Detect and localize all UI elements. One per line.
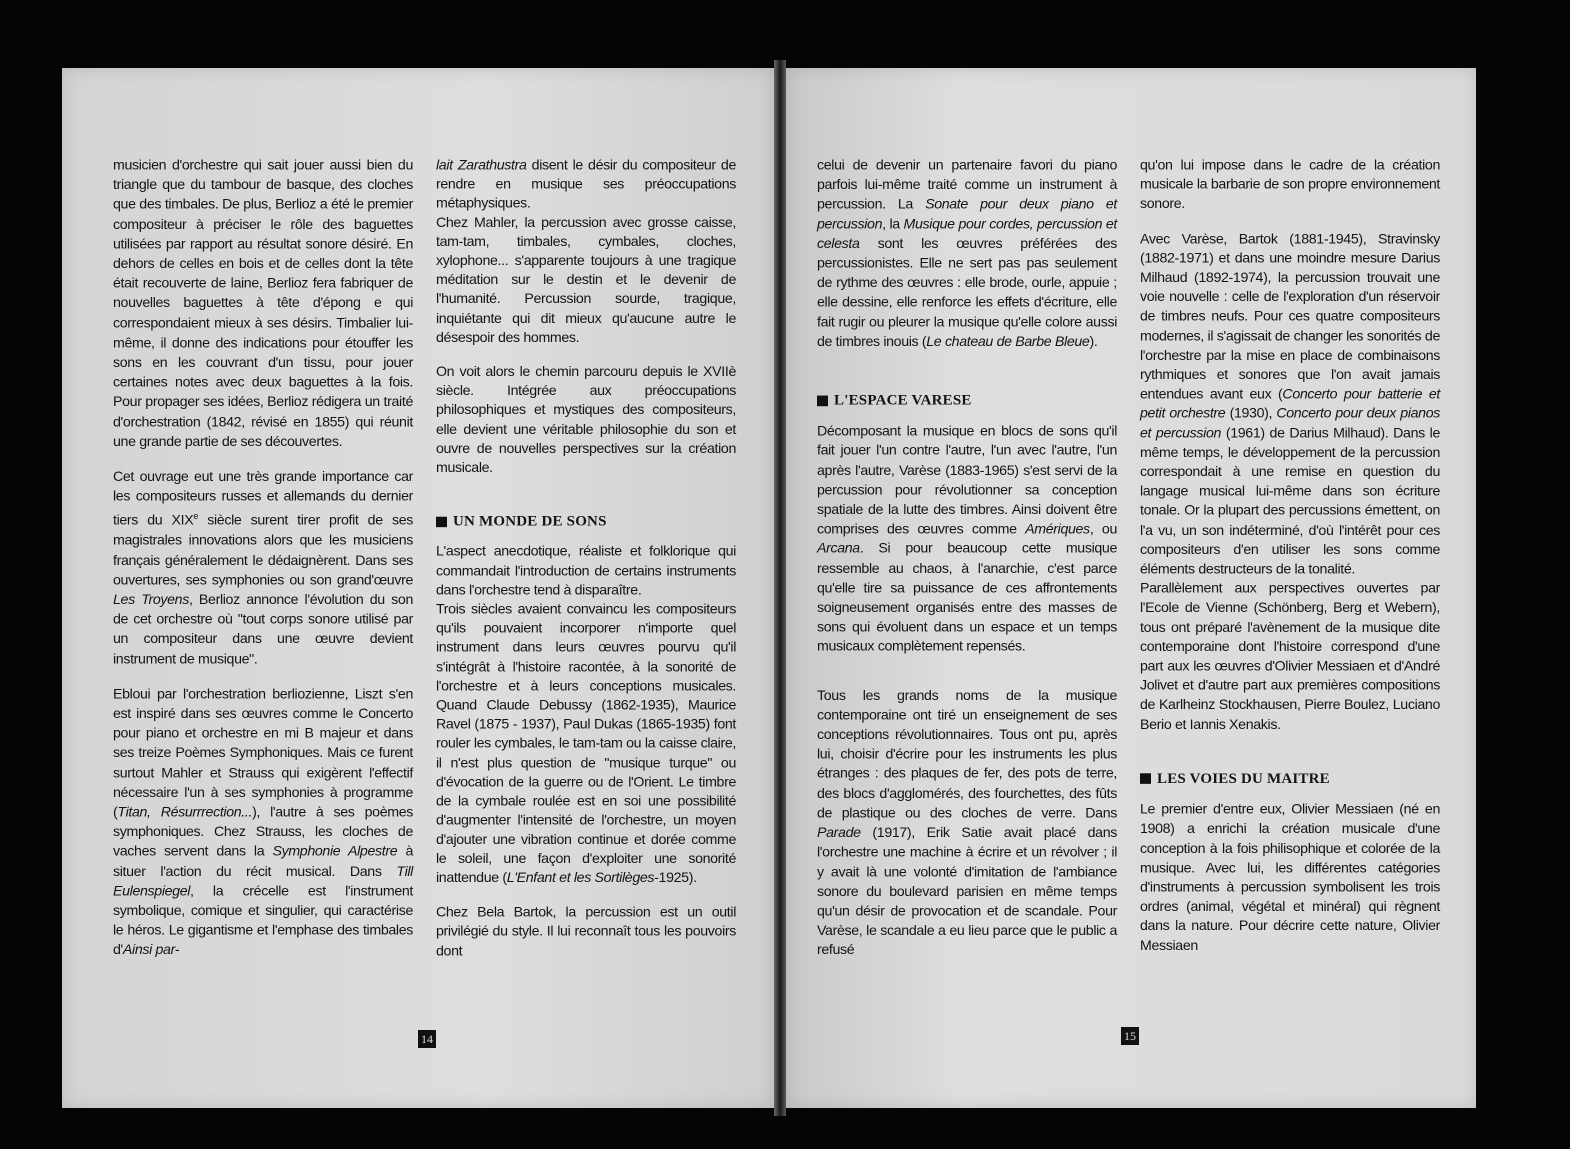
paragraph: On voit alors le chemin parcouru depuis le XVIIè siècle. Intégrée aux préoccupations philosophiques et mystiques des compositeurs, elle devient une véritable philosophie du son et ouvre de nouvelles perspectives sur la création musicale.	[436, 364, 736, 476]
book-gutter	[774, 60, 786, 1116]
left-column-1	[113, 156, 413, 961]
paragraph: Ebloui par l'orchestration berliozienne, Liszt s'en est inspiré dans ses œuvres comme le Concerto pour piano et orchestre en mi B majeur et dans ses treize Poèmes Symphoniques. Mais ce furent surtout Mahler et Strauss qui exigèrent l'effectif nécessaire l'un à ses symphonies à programme (Titan, Résurrrection...), l'autre à ses poèmes symphoniques. Chez Strauss, les cloches de vaches servent dans la Symphonie Alpestre à situer l'action du récit musical. Dans Till Eulenspiegel, la crécelle est l'instrument symbolique, comique et singulier, qui caractérise le héros. Le gigantisme et l'emphase des timbales d'Ainsi par-	[113, 686, 413, 959]
paragraph: L'aspect anecdotique, réaliste et folklorique qui commandait l'introduction de certains instruments dans l'orchestre tend à disparaître.	[436, 544, 736, 599]
square-bullet-icon	[1140, 774, 1151, 785]
paragraph: lait Zarathustra disent le désir du compositeur de rendre en musique ses préoccupations métaphysiques.	[436, 157, 736, 212]
right-column-1	[817, 156, 1117, 961]
paragraph: Cet ouvrage eut une très grande importance car les compositeurs russes et allemands du dernier tiers du XIXe siècle surent tirer profit de ses magistrales innovations alors que les musiciens français généralement le dédaignèrent. Dans ses ouvertures, ses symphonies ou son grand'œuvre Les Troyens, Berlioz annonce l'évolution du son de cet orchestre où "tout corps sonore utilisé par un compositeur dans une œuvre devient instrument de musique".	[113, 469, 413, 667]
section-heading: UN MONDE DE SONS	[436, 512, 736, 531]
left-column-2	[436, 156, 736, 961]
paragraph: Trois siècles avaient convaincu les compositeurs qu'ils pouvaient incorporer n'importe quel instrument dans leurs œuvres pourvu qu'il s'intégrât à l'histoire racontée, à la sonorité de l'orchestre et à leurs conceptions musicales. Quand Claude Debussy (1862-1935), Maurice Ravel (1875 - 1937), Paul Dukas (1865-1935) font rouler les cymbales, le tam-tam ou la caisse claire, il n'est plus question de "musique turque" ou d'évocation de la guerre ou de l'Orient. Le timbre de la cymbale roulée est en soi une possibilité d'augmenter l'intensité de l'orchestre, un moyen d'ajouter une vibration continue et dorée comme le soleil, une façon d'exploiter une sonorité inattendue (L'Enfant et les Sortilèges-1925).	[436, 602, 736, 886]
paragraph: celui de devenir un partenaire favori du piano parfois lui-même traité comme un instrument à percussion. La Sonate pour deux piano et percussion, la Musique pour cordes, percussion et celesta sont les œuvres préférées des percussionistes. Elle ne sert pas pas seulement de rythme des œuvres : elle brode, ourle, appuie ; elle dessine, elle renforce les effets d'écriture, elle fait rugir ou pleurer la musique qu'elle colore aussi de timbres inouis (Le chateau de Barbe Bleue).	[817, 157, 1117, 350]
paragraph: Décomposant la musique en blocs de sons qu'il fait jouer l'un contre l'autre, l'un avec l'autre, l'un après l'autre, Varèse (1883-1965) s'est servi de la percussion pour révolutionner sa conception spatiale de la lutte des timbres. Ainsi doivent être comprises des œuvres comme Amériques, ou Arcana. Si pour beaucoup cette musique ressemble au chaos, à l'anarchie, c'est parce qu'elle tire sa puissance de ces affrontements soigneusement organisés entre des masses de sons qui évoluent dans un espace et un temps musicaux complètement repensés.	[817, 423, 1118, 655]
paragraph: musicien d'orchestre qui sait jouer aussi bien du triangle que du tambour de basque, des cloches que des timbales. De plus, Berlioz a été le premier compositeur à préciser le rôle des baguettes utilisées par rapport au résultat sonore désiré. En dehors de celles en bois et de celles dont la tête était recouverte de laine, Berlioz fera fabriquer de nouvelles baguettes à tête d'épong e qui correspondaient mieux à ses désirs. Timbalier lui-même, il donne des indications pour étouffer les sons en les couvrant d'un tissu, pour jouer certaines notes avec deux baguettes à la fois. Pour propager ses idées, Berlioz rédigera un traité d'orchestration (1842, révisé en 1855) qui réunit une grande partie de ses découvertes.	[113, 157, 413, 450]
right-column-2	[1140, 156, 1440, 956]
section-heading: LES VOIES DU MAITRE	[1140, 769, 1440, 788]
page-number: 15	[1121, 1027, 1139, 1045]
square-bullet-icon	[817, 395, 828, 406]
paragraph: Chez Bela Bartok, la percussion est un outil privilégié du style. Il lui reconnaît tous les pouvoirs dont	[436, 905, 736, 959]
square-bullet-icon	[436, 517, 447, 527]
paragraph: Avec Varèse, Bartok (1881-1945), Stravinsky (1882-1971) et dans une moindre mesure Darius Milhaud (1892-1974), la percussion trouvait une voie nouvelle : celle de l'exploration d'un réservoir de timbres neufs. Pour ces quatre compositeurs modernes, il s'agissait de changer les sonorités de l'orchestre par la mise en place de combinaisons rythmiques et sonores que l'on avait jamais entendues avant eux (Concerto pour batterie et petit orchestre (1930), Concerto pour deux pianos et percussion (1961) de Darius Milhaud). Dans le même temps, le développement de la percussion correspondait à une remise en question du langage musical lui-même dans son écriture tonale. Or la plupart des percussions émettent, on l'a vu, un son indéterminé, d'où l'intérêt pour ces compositeurs d'en utiliser les sons comme éléments destructeurs de la tonalité.	[1140, 231, 1440, 578]
paragraph: Tous les grands noms de la musique contemporaine ont tiré un enseignement de ses conceptions révolutionnaires. Tous ont pu, après lui, choisir d'écrire pour les instruments les plus étranges : des plaques de fer, des pots de terre, des blocs d'agglomérés, des fourchettes, des fûts de plastique ou des cloches de verre. Dans Parade (1917), Erik Satie avait placé dans l'orchestre une machine à écrire et un révolver ; il y avait là une volonté d'imitation de l'ambiance sonore du boulevard parisien en même temps qu'un désir de provocation et de scandale. Pour Varèse, le scandale a eu lieu parce que le public a refusé	[817, 688, 1117, 959]
paragraph: Chez Mahler, la percussion avec grosse caisse, tam-tam, timbales, cymbales, cloches, xylophone... s'apparente toujours à une tragique méditation sur le destin et le devenir de l'humanité. Percussion sourde, tragique, inquiétante qui dit mieux qu'aucune autre le désespoir des hommes.	[436, 215, 736, 346]
section-heading: L'ESPACE VARESE	[817, 391, 1117, 411]
paragraph: Parallèlement aux perspectives ouvertes par l'Ecole de Vienne (Schönberg, Berg et Webern), tous ont préparé l'avènement de la musique dite contemporaine dont l'histoire correspond d'une part aux les œuvres d'Olivier Messiaen et d'André Jolivet et d'autre part aux premières compositions de Karlheinz Stockhausen, Pierre Boulez, Luciano Berio et Iannis Xenakis.	[1140, 581, 1440, 733]
paragraph: Le premier d'entre eux, Olivier Messiaen (né en 1908) a enrichi la création musicale d'une conception à la fois philisophique et colorée de la musique. Avec lui, les différentes catégories d'instruments à percussion symbolisent les trois ordres (animal, végétal et minéral) qui règnent dans la nature. Pour décrire cette nature, Olivier Messiaen	[1140, 802, 1440, 954]
page-number: 14	[418, 1030, 436, 1048]
paragraph: qu'on lui impose dans le cadre de la création musicale la barbarie de son propre environnement sonore.	[1140, 157, 1440, 213]
